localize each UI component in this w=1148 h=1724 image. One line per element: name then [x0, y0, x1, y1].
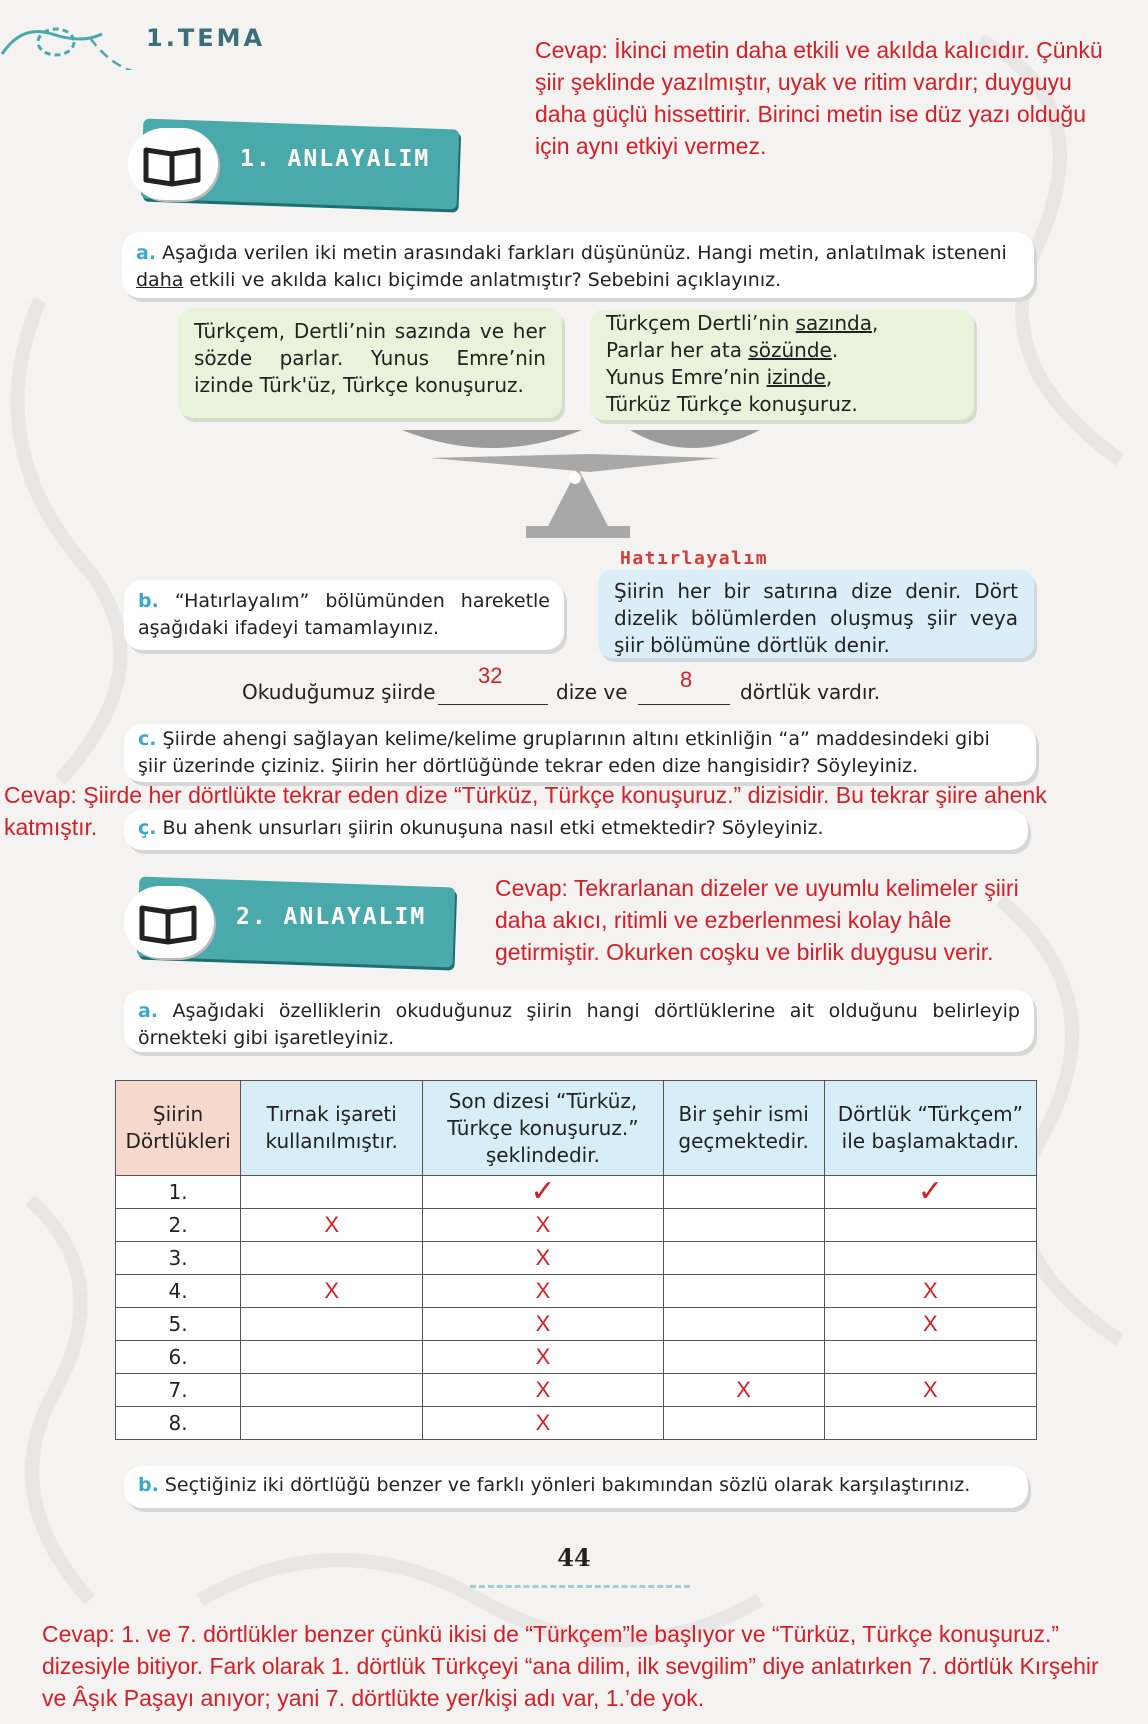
row-label: 3.	[116, 1242, 241, 1275]
table-cell	[423, 1275, 663, 1308]
check-mark: ✓	[530, 1173, 556, 1209]
x-mark: X	[324, 1278, 340, 1303]
x-mark: X	[736, 1377, 751, 1402]
question-cc-letter: ç.	[138, 817, 157, 839]
question-2b-text: Seçtiğiniz iki dörtlüğü benzer ve farklı yönleri bakımından sözlü olarak karşılaştırınız.	[158, 1474, 971, 1496]
question-b-text: “Hatırlayalım” bölümünden hareketle aşağıdaki ifadeyi tamamlayınız.	[138, 590, 550, 639]
section-2-label: 2. ANLAYALIM	[236, 904, 427, 930]
row-label: 1.	[116, 1176, 241, 1209]
table-cell	[423, 1341, 663, 1374]
features-table	[115, 1080, 1037, 1440]
table-header: Dörtlük “Türkçem” ile başlamaktadır.	[824, 1081, 1036, 1176]
section-1-label: 1. ANLAYALIM	[240, 146, 431, 172]
book-icon	[124, 886, 214, 958]
question-2a-letter: a.	[138, 1000, 159, 1022]
table-cell	[824, 1209, 1036, 1242]
question-c-text: Şiirde ahengi sağlayan kelime/kelime gruplarının altını etkinliğin “a” maddesindeki gibi şiir üzerinde çiziniz. Şiirin her dörtlüğünde tekrar eden dize hangisidir? Söyleyiniz.	[138, 728, 990, 777]
fill-answer-1: 32	[478, 663, 503, 688]
question-cc-text: Bu ahenk unsurları şiirin okunuşuna nasıl etki etmektedir? Söyleyiniz.	[156, 817, 824, 839]
question-c-letter: c.	[138, 728, 157, 750]
x-mark: X	[535, 1278, 551, 1303]
row-label: 2.	[116, 1209, 241, 1242]
table-cell	[824, 1341, 1036, 1374]
row-label: 7.	[116, 1374, 241, 1407]
check-mark: ✓	[917, 1173, 943, 1209]
question-cc-card	[124, 810, 1028, 850]
table-cell	[241, 1308, 423, 1341]
reminder-title: Hatırlayalım	[620, 548, 769, 569]
table-cell	[663, 1275, 824, 1308]
x-mark: X	[923, 1311, 938, 1336]
table-cell	[663, 1407, 824, 1440]
page-divider	[470, 1585, 690, 1588]
table-row	[116, 1242, 1037, 1275]
table-cell	[663, 1242, 824, 1275]
scale-icon	[390, 418, 770, 538]
page-number: 44	[557, 1543, 591, 1572]
table-cell	[663, 1308, 824, 1341]
fill-blank-2	[638, 704, 730, 705]
row-label: 6.	[116, 1341, 241, 1374]
x-mark: X	[324, 1212, 340, 1237]
answer-c-line2: katmıştır.	[4, 814, 98, 840]
question-b-letter: b.	[138, 590, 159, 612]
table-row	[116, 1209, 1037, 1242]
poem-line: Türküz Türkçe konuşuruz.	[606, 392, 858, 416]
section-1-tag	[128, 118, 458, 202]
row-label: 4.	[116, 1275, 241, 1308]
question-a-card	[122, 232, 1034, 298]
table-header: Son dizesi “Türküz, Türkçe konuşuruz.” şeklindedir.	[423, 1081, 663, 1176]
table-cell	[423, 1242, 663, 1275]
x-mark: X	[923, 1278, 938, 1303]
x-mark: X	[535, 1410, 551, 1435]
question-2b-card	[124, 1466, 1028, 1508]
prose-text: Türkçem, Dertli’nin sazında ve her sözde parlar. Yunus Emre’nin izinde Türk'üz, Türkçe konuşuruz.	[194, 319, 546, 397]
section-2-tag	[124, 876, 454, 960]
poem-line: Türkçem Dertli’nin sazında,	[606, 311, 879, 335]
table-cell	[241, 1275, 423, 1308]
table-row	[116, 1407, 1037, 1440]
table-cell	[824, 1275, 1036, 1308]
table-row	[116, 1308, 1037, 1341]
book-icon	[128, 128, 218, 200]
table-cell	[423, 1209, 663, 1242]
table-cell	[824, 1374, 1036, 1407]
question-a-line1: Aşağıda verilen iki metin arasındaki farkları düşününüz. Hangi metin, anlatılmak isteneni	[156, 242, 1007, 264]
x-mark: X	[535, 1344, 551, 1369]
question-2a-text: Aşağıdaki özelliklerin okuduğunuz şiirin hangi dörtlüklerine ait olduğunu belirleyip örnekteki gibi işaretleyiniz.	[138, 1000, 1020, 1049]
table-row	[116, 1275, 1037, 1308]
theme-title: 1.TEMA	[146, 24, 266, 52]
table-cell	[241, 1407, 423, 1440]
x-mark: X	[535, 1377, 551, 1402]
table-row	[116, 1374, 1037, 1407]
table-cell	[824, 1242, 1036, 1275]
row-label: 8.	[116, 1407, 241, 1440]
prose-text-box	[178, 308, 562, 418]
table-cell	[824, 1308, 1036, 1341]
table-cell	[241, 1176, 423, 1209]
question-2a-card	[124, 990, 1034, 1052]
table-cell	[824, 1407, 1036, 1440]
table-cell	[663, 1209, 824, 1242]
question-a-underlined: daha	[136, 269, 184, 291]
table-cell	[423, 1407, 663, 1440]
table-cell	[241, 1242, 423, 1275]
answer-b2: Cevap: 1. ve 7. dörtlükler benzer çünkü ikisi de “Türkçem”le başlıyor ve “Türküz, Türkçe konuşuruz.” dizesiyle bitiyor. Fark olarak 1. dörtlük Türkçeyi “ana dilim, ilk sevgilim” diye anlatırken 7. dörtlük Kırşehir ve Âşık Paşayı anıyor; yani 7. dörtlükte yer/kişi adı var, 1.’de yok.	[42, 1621, 1099, 1711]
question-a-letter: a.	[136, 242, 157, 264]
question-c-card	[124, 724, 1036, 782]
table-header: Tırnak işareti kullanılmıştır.	[241, 1081, 423, 1176]
poem-line: Yunus Emre’nin izinde,	[606, 365, 833, 389]
answer-c2: Cevap: Tekrarlanan dizeler ve uyumlu kelimeler şiiri daha akıcı, ritimli ve ezberlenmesi kolay hâle getirmiştir. Okurken coşku ve birlik duygusu verir.	[495, 875, 1019, 965]
answer-c-line1: Cevap: Şiirde her dörtlükte tekrar eden dize “Türküz, Türkçe konuşuruz.” dizisidir. Bu tekrar şiire ahenk	[4, 782, 1047, 808]
fill-blank-1	[438, 704, 548, 705]
question-a-line2: etkili ve akılda kalıcı biçimde anlatmıştır? Sebebini açıklayınız.	[183, 269, 782, 291]
table-row	[116, 1176, 1037, 1209]
poem-line: Parlar her ata sözünde.	[606, 338, 839, 362]
table-row	[116, 1341, 1037, 1374]
x-mark: X	[535, 1245, 551, 1270]
table-cell	[423, 1308, 663, 1341]
x-mark: X	[535, 1311, 551, 1336]
fill-answer-2: 8	[680, 667, 693, 692]
table-cell	[663, 1176, 824, 1209]
table-header: Bir şehir ismi geçmektedir.	[663, 1081, 824, 1176]
reminder-box	[598, 570, 1034, 658]
table-cell	[241, 1209, 423, 1242]
table-cell	[663, 1374, 824, 1407]
question-b-card	[124, 580, 564, 650]
fill-pre: Okuduğumuz şiirde	[242, 680, 436, 704]
table-cell	[663, 1341, 824, 1374]
x-mark: X	[923, 1377, 938, 1402]
poem-text-box	[590, 310, 974, 420]
table-cell	[241, 1374, 423, 1407]
row-label: 5.	[116, 1308, 241, 1341]
table-header: Şiirin Dörtlükleri	[116, 1081, 241, 1176]
table-cell	[241, 1341, 423, 1374]
reminder-text: Şiirin her bir satırına dize denir. Dört dizelik bölümlerden oluşmuş şiir veya şiir bölümüne dörtlük denir.	[614, 579, 1018, 657]
table-cell	[423, 1173, 663, 1209]
table-cell	[423, 1374, 663, 1407]
fill-mid: dize ve	[556, 680, 628, 704]
question-2b-letter: b.	[138, 1474, 159, 1496]
table-cell	[824, 1173, 1036, 1209]
answer-a1: Cevap: İkinci metin daha etkili ve akılda kalıcıdır. Çünkü şiir şeklinde yazılmıştır, uyak ve ritim vardır; duyguyu daha güçlü hissettirir. Birinci metin ise düz yazı olduğu için aynı etkiyi vermez.	[535, 37, 1103, 159]
fill-post: dörtlük vardır.	[740, 680, 881, 704]
x-mark: X	[535, 1212, 551, 1237]
